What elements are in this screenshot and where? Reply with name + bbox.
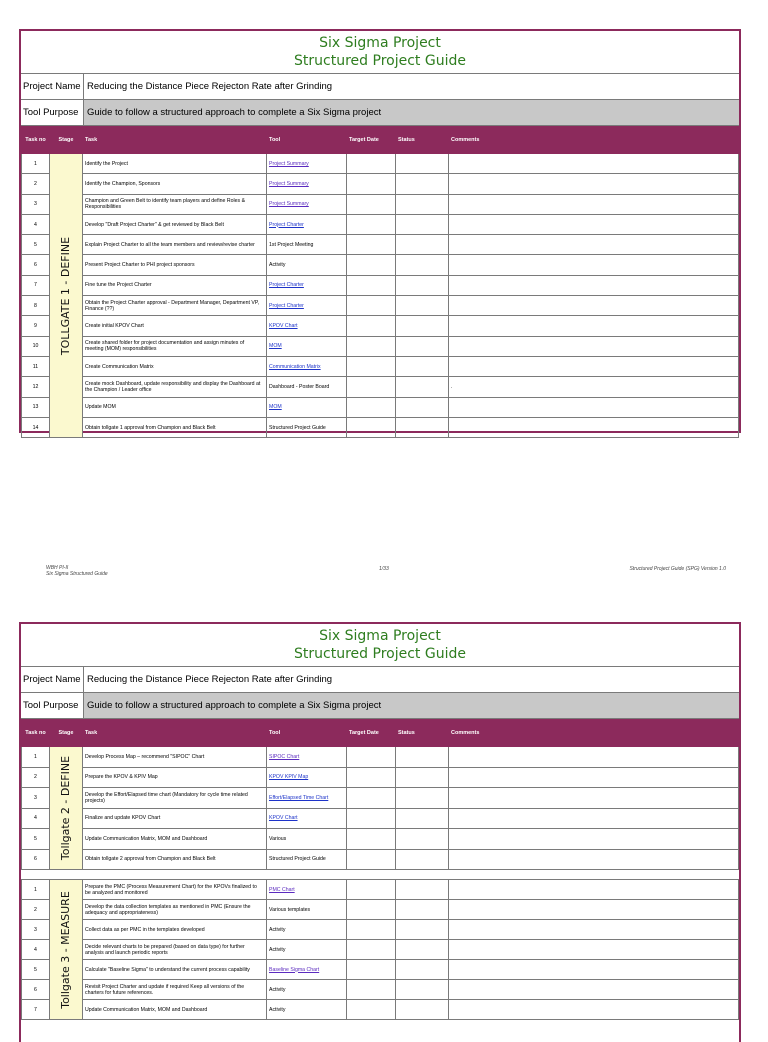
status-cell[interactable]	[396, 417, 449, 437]
target-date-cell[interactable]	[347, 920, 396, 940]
table-row	[22, 255, 739, 275]
tool-link[interactable]: SIPOC Chart	[269, 753, 300, 760]
stage-cell	[50, 747, 83, 870]
table-row	[22, 960, 739, 980]
task-number-cell: 4	[22, 214, 50, 234]
project-name-label: Project Name	[21, 74, 84, 99]
comments-cell[interactable]	[449, 980, 739, 1000]
status-cell[interactable]	[396, 154, 449, 174]
tool-cell	[267, 960, 347, 980]
task-cell: Obtain tollgate 1 approval from Champion and Black Belt	[83, 417, 267, 437]
project-name-label: Project Name	[21, 667, 84, 692]
table-row	[22, 940, 739, 960]
status-cell[interactable]	[396, 880, 449, 900]
project-name-row	[21, 74, 739, 100]
stage-label: TOLLGATE 1 - DEFINE	[59, 236, 72, 355]
comments-cell[interactable]	[449, 829, 739, 850]
target-date-cell[interactable]	[347, 808, 396, 829]
target-date-cell[interactable]	[347, 849, 396, 870]
task-table	[21, 126, 739, 438]
table-row	[22, 980, 739, 1000]
tool-purpose-row	[21, 693, 739, 719]
title-line-1: Six Sigma Project	[319, 35, 441, 51]
target-date-cell[interactable]	[347, 194, 396, 214]
target-date-cell[interactable]	[347, 900, 396, 920]
task-number-cell: 6	[22, 849, 50, 870]
target-date-cell[interactable]	[347, 356, 396, 376]
header-status: Status	[396, 127, 449, 154]
project-name-value: Reducing the Distance Piece Rejecton Rate after Grinding	[87, 81, 333, 92]
tool-cell	[267, 747, 347, 768]
target-date-cell[interactable]	[347, 174, 396, 194]
table-row	[22, 275, 739, 295]
comments-cell[interactable]	[449, 920, 739, 940]
table-header-row	[22, 127, 739, 154]
section-gap-cell	[22, 870, 739, 880]
header-tool: Tool	[267, 127, 347, 154]
task-cell: Create initial KPOV Chart	[83, 316, 267, 336]
comments-cell[interactable]	[449, 296, 739, 316]
comments-cell[interactable]	[449, 849, 739, 870]
comments-cell[interactable]	[449, 880, 739, 900]
tool-link[interactable]: Project Charter	[269, 221, 304, 228]
tool-cell	[267, 336, 347, 356]
task-number-cell: 5	[22, 829, 50, 850]
target-date-cell[interactable]	[347, 980, 396, 1000]
tool-cell: Structured Project Guide	[267, 417, 347, 437]
table-row	[22, 397, 739, 417]
task-number-cell: 14	[22, 417, 50, 437]
task-cell: Identify the Champion, Sponsors	[83, 174, 267, 194]
status-cell[interactable]	[396, 275, 449, 295]
task-cell: Develop the data collection templates as mentioned in PMC (Ensure the adequacy and appropriateness)	[83, 900, 267, 920]
table-row	[22, 829, 739, 850]
table-row	[22, 808, 739, 829]
status-cell[interactable]	[396, 397, 449, 417]
table-row	[22, 174, 739, 194]
status-cell[interactable]	[396, 900, 449, 920]
comments-cell[interactable]	[449, 417, 739, 437]
comments-cell[interactable]	[449, 255, 739, 275]
tool-cell	[267, 154, 347, 174]
table-row	[22, 747, 739, 768]
comments-cell[interactable]	[449, 154, 739, 174]
status-cell[interactable]	[396, 788, 449, 809]
target-date-cell[interactable]	[347, 1000, 396, 1020]
status-cell[interactable]	[396, 214, 449, 234]
status-cell[interactable]	[396, 377, 449, 397]
comments-cell[interactable]	[449, 214, 739, 234]
status-cell[interactable]	[396, 980, 449, 1000]
tool-cell	[267, 194, 347, 214]
status-cell[interactable]	[396, 296, 449, 316]
task-number-cell: 5	[22, 960, 50, 980]
task-cell: Develop the Effort/Elapsed time chart (Mandatory for cycle time related projects)	[83, 788, 267, 809]
project-name-row	[21, 667, 739, 693]
tool-purpose-value: Guide to follow a structured approach to complete a Six Sigma project	[84, 100, 739, 125]
table-row	[22, 788, 739, 809]
status-cell[interactable]	[396, 747, 449, 768]
table-row	[22, 377, 739, 397]
tool-link[interactable]: Project Summary	[269, 160, 309, 167]
status-cell[interactable]	[396, 808, 449, 829]
comments-cell[interactable]	[449, 397, 739, 417]
comments-cell[interactable]	[449, 960, 739, 980]
target-date-cell[interactable]	[347, 788, 396, 809]
status-cell[interactable]	[396, 316, 449, 336]
task-cell: Update Communication Matrix, MOM and Dashboard	[83, 1000, 267, 1020]
status-cell[interactable]	[396, 767, 449, 788]
comments-cell[interactable]	[449, 275, 739, 295]
header-task-no: Task no	[22, 720, 50, 747]
table-row	[22, 356, 739, 376]
task-cell: Revisit Project Charter and update if required Keep all versions of the charters for future references.	[83, 980, 267, 1000]
target-date-cell[interactable]	[347, 296, 396, 316]
task-cell: Calculate "Baseline Sigma" to understand the current process capability	[83, 960, 267, 980]
task-number-cell: 1	[22, 154, 50, 174]
footer-left	[46, 565, 108, 577]
header-target-date: Target Date	[347, 127, 396, 154]
task-cell: Obtain the Project Charter approval - Department Manager, Department VP, Finance (??)	[83, 296, 267, 316]
target-date-cell[interactable]	[347, 255, 396, 275]
task-cell: Obtain tollgate 2 approval from Champion and Black Belt	[83, 849, 267, 870]
target-date-cell[interactable]	[347, 417, 396, 437]
tool-cell	[267, 767, 347, 788]
tool-cell: Various templates	[267, 900, 347, 920]
tool-cell	[267, 275, 347, 295]
table-row	[22, 235, 739, 255]
tool-cell: 1st Project Meeting	[267, 235, 347, 255]
table-row	[22, 880, 739, 900]
table-row	[22, 767, 739, 788]
tool-purpose-label: Tool Purpose	[21, 693, 84, 718]
task-number-cell: 3	[22, 920, 50, 940]
tool-cell: Various	[267, 829, 347, 850]
task-number-cell: 6	[22, 255, 50, 275]
status-cell[interactable]	[396, 1000, 449, 1020]
target-date-cell[interactable]	[347, 336, 396, 356]
stage-label: Tollgate 2 - DEFINE	[59, 755, 72, 861]
tool-cell: Activity	[267, 940, 347, 960]
tool-cell	[267, 316, 347, 336]
table-row	[22, 214, 739, 234]
task-number-cell: 9	[22, 316, 50, 336]
task-cell: Identify the Project	[83, 154, 267, 174]
stage-label: Tollgate 3 - MEASURE	[59, 890, 72, 1009]
target-date-cell[interactable]	[347, 960, 396, 980]
header-stage: Stage	[50, 127, 83, 154]
target-date-cell[interactable]	[347, 235, 396, 255]
task-cell: Develop Process Map – recommend "SIPOC" Chart	[83, 747, 267, 768]
task-number-cell: 7	[22, 1000, 50, 1020]
task-number-cell: 2	[22, 767, 50, 788]
comments-cell[interactable]	[449, 808, 739, 829]
title-line-2: Structured Project Guide	[294, 646, 466, 662]
spg-sheet-page-2	[19, 622, 741, 1042]
tool-link[interactable]: Effort/Elapsed Time Chart	[269, 794, 329, 801]
comments-cell[interactable]	[449, 194, 739, 214]
tool-cell: Structured Project Guide	[267, 849, 347, 870]
task-cell: Update Communication Matrix, MOM and Dashboard	[83, 829, 267, 850]
tool-link[interactable]: Project Charter	[269, 282, 304, 289]
header-comments: Comments	[449, 720, 739, 747]
table-row	[22, 1000, 739, 1020]
task-cell: Fine tune the Project Charter	[83, 275, 267, 295]
task-number-cell: 8	[22, 296, 50, 316]
task-table	[21, 719, 739, 1020]
task-cell: Create Communication Matrix	[83, 356, 267, 376]
tool-link[interactable]: Project Summary	[269, 180, 309, 187]
task-number-cell: 6	[22, 980, 50, 1000]
status-cell[interactable]	[396, 829, 449, 850]
tool-cell: Activity	[267, 255, 347, 275]
task-number-cell: 11	[22, 356, 50, 376]
task-cell: Update MOM	[83, 397, 267, 417]
tool-cell: Activity	[267, 980, 347, 1000]
target-date-cell[interactable]	[347, 214, 396, 234]
header-tool: Tool	[267, 720, 347, 747]
tool-link[interactable]: MOM	[269, 343, 282, 350]
table-row	[22, 417, 739, 437]
sheet-title	[21, 624, 739, 667]
task-number-cell: 1	[22, 880, 50, 900]
task-number-cell: 10	[22, 336, 50, 356]
target-date-cell[interactable]	[347, 747, 396, 768]
task-number-cell: 3	[22, 788, 50, 809]
target-date-cell[interactable]	[347, 829, 396, 850]
header-target-date: Target Date	[347, 720, 396, 747]
task-cell: Develop "Draft Project Charter" & get reviewed by Black Belt	[83, 214, 267, 234]
table-row	[22, 849, 739, 870]
tool-purpose-value: Guide to follow a structured approach to complete a Six Sigma project	[84, 693, 739, 718]
task-number-cell: 2	[22, 174, 50, 194]
tool-purpose-label: Tool Purpose	[21, 100, 84, 125]
tool-link[interactable]: Communication Matrix	[269, 363, 321, 370]
table-row	[22, 900, 739, 920]
table-header-row	[22, 720, 739, 747]
status-cell[interactable]	[396, 849, 449, 870]
task-number-cell: 1	[22, 747, 50, 768]
tool-cell: Activity	[267, 920, 347, 940]
header-task: Task	[83, 720, 267, 747]
tool-cell	[267, 174, 347, 194]
task-number-cell: 4	[22, 940, 50, 960]
target-date-cell[interactable]	[347, 880, 396, 900]
footer-page-number: 1/33	[379, 566, 389, 572]
task-cell: Create mock Dashboard, update responsibility and display the Dashboard at the Champion / Leader office	[83, 377, 267, 397]
target-date-cell[interactable]	[347, 397, 396, 417]
task-number-cell: 4	[22, 808, 50, 829]
header-stage: Stage	[50, 720, 83, 747]
spg-sheet-page-1	[19, 29, 741, 433]
target-date-cell[interactable]	[347, 275, 396, 295]
footer-left-line-2: Six Sigma Structured Guide	[46, 571, 108, 577]
project-name-value: Reducing the Distance Piece Rejecton Rate after Grinding	[87, 674, 333, 685]
task-number-cell: 5	[22, 235, 50, 255]
table-row	[22, 154, 739, 174]
section-gap	[22, 870, 739, 880]
comments-cell[interactable]	[449, 356, 739, 376]
table-row	[22, 336, 739, 356]
header-task: Task	[83, 127, 267, 154]
status-cell[interactable]	[396, 356, 449, 376]
target-date-cell[interactable]	[347, 767, 396, 788]
task-number-cell: 7	[22, 275, 50, 295]
header-status: Status	[396, 720, 449, 747]
tool-cell	[267, 880, 347, 900]
comments-cell[interactable]	[449, 1000, 739, 1020]
status-cell[interactable]	[396, 235, 449, 255]
task-number-cell: 3	[22, 194, 50, 214]
comments-cell[interactable]	[449, 336, 739, 356]
task-cell: Create shared folder for project documentation and assign minutes of meeting (MOM) responsibilities	[83, 336, 267, 356]
tool-link[interactable]: Project Charter	[269, 302, 304, 309]
task-cell: Prepare the PMC (Process Measurement Chart) for the KPOVs finalized to be analyzed and monitored	[83, 880, 267, 900]
comments-cell[interactable]	[449, 174, 739, 194]
tool-link[interactable]: KPOV Chart	[269, 323, 298, 330]
target-date-cell[interactable]	[347, 316, 396, 336]
comments-cell[interactable]	[449, 316, 739, 336]
sheet-title	[21, 31, 739, 74]
task-cell: Collect data as per PMC in the templates developed	[83, 920, 267, 940]
footer-version: Structured Project Guide (SPG) Version 1.0	[629, 566, 726, 572]
comments-cell[interactable]	[449, 767, 739, 788]
status-cell[interactable]	[396, 255, 449, 275]
task-cell: Champion and Green Belt to identify team players and define Roles & Responsibilities	[83, 194, 267, 214]
task-number-cell: 12	[22, 377, 50, 397]
task-cell: Explain Project Charter to all the team members and review/revise charter	[83, 235, 267, 255]
tool-link[interactable]: Baseline Sigma Chart	[269, 966, 320, 973]
tool-purpose-row	[21, 100, 739, 126]
footer-left-line-1: WBH PI-II	[46, 565, 69, 571]
task-number-cell: 2	[22, 900, 50, 920]
tool-link[interactable]: KPOV KPIV Map	[269, 774, 309, 781]
stage-cell	[50, 880, 83, 1020]
comments-cell[interactable]: .	[449, 377, 739, 397]
comments-cell[interactable]	[449, 235, 739, 255]
task-number-cell: 13	[22, 397, 50, 417]
comments-cell[interactable]	[449, 747, 739, 768]
tool-cell: Activity	[267, 1000, 347, 1020]
status-cell[interactable]	[396, 336, 449, 356]
comments-cell[interactable]	[449, 788, 739, 809]
tool-cell	[267, 788, 347, 809]
stage-cell	[50, 154, 83, 438]
tool-link[interactable]: PMC Chart	[269, 886, 295, 893]
target-date-cell[interactable]	[347, 154, 396, 174]
table-row	[22, 296, 739, 316]
tool-link[interactable]: KPOV Chart	[269, 815, 298, 822]
tool-cell	[267, 214, 347, 234]
target-date-cell[interactable]	[347, 377, 396, 397]
tool-link[interactable]: Project Summary	[269, 201, 309, 208]
status-cell[interactable]	[396, 194, 449, 214]
header-task-no: Task no	[22, 127, 50, 154]
target-date-cell[interactable]	[347, 940, 396, 960]
status-cell[interactable]	[396, 940, 449, 960]
table-row	[22, 920, 739, 940]
status-cell[interactable]	[396, 960, 449, 980]
task-cell: Present Project Charter to PHI project sponsors	[83, 255, 267, 275]
table-row	[22, 194, 739, 214]
task-cell: Finalize and update KPOV Chart	[83, 808, 267, 829]
tool-cell	[267, 296, 347, 316]
title-line-1: Six Sigma Project	[319, 628, 441, 644]
tool-cell	[267, 397, 347, 417]
tool-link[interactable]: MOM	[269, 404, 282, 411]
table-row	[22, 316, 739, 336]
status-cell[interactable]	[396, 920, 449, 940]
comments-cell[interactable]	[449, 940, 739, 960]
tool-cell	[267, 808, 347, 829]
tool-cell	[267, 356, 347, 376]
tool-cell: Dashboard - Poster Board	[267, 377, 347, 397]
title-line-2: Structured Project Guide	[294, 53, 466, 69]
task-cell: Decide relevant charts to be prepared (based on data type) for further analysis and launch periodic reports	[83, 940, 267, 960]
comments-cell[interactable]	[449, 900, 739, 920]
header-comments: Comments	[449, 127, 739, 154]
status-cell[interactable]	[396, 174, 449, 194]
task-cell: Prepare the KPOV & KPIV Map	[83, 767, 267, 788]
